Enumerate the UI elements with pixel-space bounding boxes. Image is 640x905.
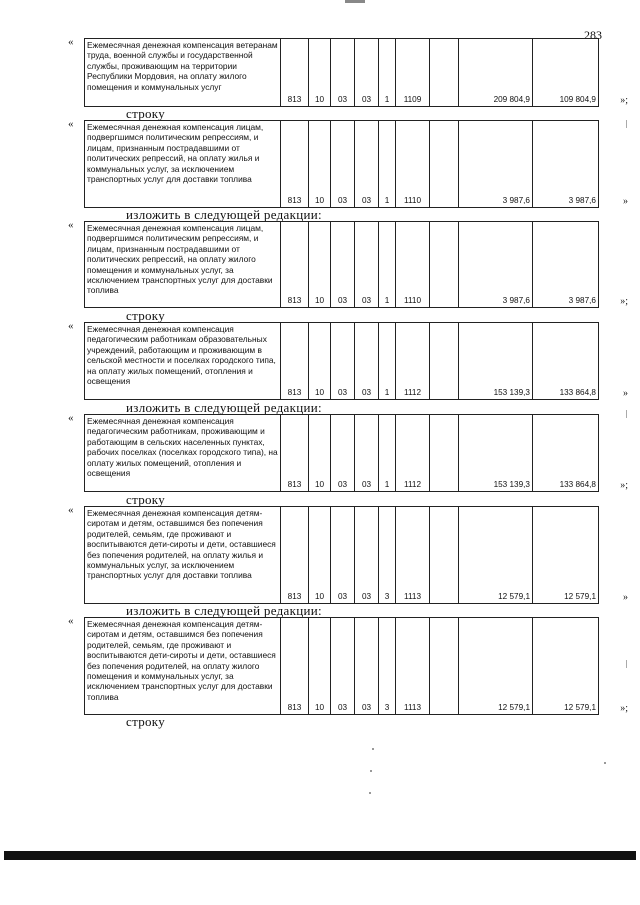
budget-row-block (68, 615, 628, 715)
label-izlozhit: изложить в следующей редакции: (126, 603, 322, 618)
amount-total: 3 987,6 (459, 121, 533, 208)
scan-artifact (626, 660, 627, 668)
amount-total: 12 579,1 (459, 618, 533, 715)
scan-artifact (604, 762, 606, 764)
ministry-code: 813 (281, 507, 309, 604)
expense-type-cell (430, 121, 459, 208)
open-quote: « (68, 118, 74, 130)
budget-table (84, 617, 599, 715)
label-stroku: строку (126, 308, 166, 323)
scan-edge-bar (4, 851, 636, 860)
expense-type-cell (430, 618, 459, 715)
subsection-code: 03 (331, 415, 355, 492)
label-stroku: строку (126, 714, 166, 729)
open-quote: « (68, 615, 74, 627)
section-code: 10 (309, 39, 331, 107)
close-quote: » (623, 592, 628, 603)
scan-artifact (626, 410, 627, 418)
program-code: 03 (355, 415, 379, 492)
ministry-code: 813 (281, 121, 309, 208)
section-code: 10 (309, 415, 331, 492)
open-quote: « (68, 504, 74, 516)
budget-row-block (68, 320, 628, 400)
ministry-code: 813 (281, 618, 309, 715)
label-stroku: строку (126, 106, 166, 121)
subprogram-code: 1 (379, 121, 396, 208)
budget-table (84, 38, 599, 107)
ministry-code: 813 (281, 323, 309, 400)
close-quote: » (623, 196, 628, 207)
section-code: 10 (309, 121, 331, 208)
subsection-code: 03 (331, 618, 355, 715)
target-code: 1110 (396, 222, 430, 308)
scan-artifact (626, 120, 627, 128)
subprogram-code: 3 (379, 507, 396, 604)
program-code: 03 (355, 222, 379, 308)
close-quote: »; (620, 296, 628, 307)
target-code: 1112 (396, 415, 430, 492)
open-quote: « (68, 36, 74, 48)
budget-row-block (68, 118, 628, 208)
budget-table (84, 221, 599, 308)
ministry-code: 813 (281, 39, 309, 107)
close-quote: » (623, 388, 628, 399)
section-code: 10 (309, 222, 331, 308)
item-description: Ежемесячная денежная компенсация ветеранам труда, военной службы и государственной службы, проживающим на территории Республики Мордовия, на оплату жилого помещения и коммунальных услуг (85, 39, 281, 107)
subprogram-code: 1 (379, 222, 396, 308)
ministry-code: 813 (281, 415, 309, 492)
amount-subtotal: 12 579,1 (533, 507, 599, 604)
item-description: Ежемесячная денежная компенсация педагогическим работникам, проживающим и работающим в сельских населенных пунктах, рабочих поселках (поселках городского типа), на оплату жилых помещений, отопления и освещения (85, 415, 281, 492)
amount-subtotal: 3 987,6 (533, 222, 599, 308)
target-code: 1109 (396, 39, 430, 107)
subprogram-code: 1 (379, 323, 396, 400)
program-code: 03 (355, 323, 379, 400)
scan-artifact (369, 792, 371, 794)
amount-subtotal: 3 987,6 (533, 121, 599, 208)
subsection-code: 03 (331, 222, 355, 308)
subsection-code: 03 (331, 39, 355, 107)
program-code: 03 (355, 618, 379, 715)
amount-subtotal: 133 864,8 (533, 323, 599, 400)
amount-subtotal: 109 804,9 (533, 39, 599, 107)
section-code: 10 (309, 618, 331, 715)
section-code: 10 (309, 323, 331, 400)
amount-total: 153 139,3 (459, 415, 533, 492)
scan-artifact (372, 748, 374, 750)
label-stroku: строку (126, 492, 166, 507)
subsection-code: 03 (331, 323, 355, 400)
open-quote: « (68, 219, 74, 231)
expense-type-cell (430, 222, 459, 308)
target-code: 1110 (396, 121, 430, 208)
target-code: 1113 (396, 507, 430, 604)
budget-row-block (68, 504, 628, 604)
budget-row-block (68, 412, 628, 492)
item-description: Ежемесячная денежная компенсация лицам, подвергшимся политическим репрессиям, и лицам, признанным пострадавшими от политических репрессий, на оплату жилья и коммунальных услуг, за исключением транспортных услуг для доставки топлива (85, 121, 281, 208)
subprogram-code: 3 (379, 618, 396, 715)
ministry-code: 813 (281, 222, 309, 308)
amount-total: 12 579,1 (459, 507, 533, 604)
amount-subtotal: 12 579,1 (533, 618, 599, 715)
amount-total: 209 804,9 (459, 39, 533, 107)
section-code: 10 (309, 507, 331, 604)
budget-row-block (68, 219, 628, 308)
budget-row-block (68, 36, 628, 107)
label-izlozhit: изложить в следующей редакции: (126, 400, 322, 415)
subsection-code: 03 (331, 507, 355, 604)
program-code: 03 (355, 507, 379, 604)
target-code: 1113 (396, 618, 430, 715)
amount-total: 153 139,3 (459, 323, 533, 400)
scan-artifact (370, 770, 372, 772)
close-quote: »; (620, 480, 628, 491)
subprogram-code: 1 (379, 39, 396, 107)
page-number: 283 (584, 28, 602, 42)
item-description: Ежемесячная денежная компенсация детям-сиротам и детям, оставшимся без попечения родителей, семьям, где проживают и воспитываются дети-сироты и дети, оставшиеся без попечения родителей, на оплату жилья и коммунальных услуг, за исключением транспортных услуг для доставки топлива (85, 507, 281, 604)
budget-table (84, 120, 599, 208)
subsection-code: 03 (331, 121, 355, 208)
item-description: Ежемесячная денежная компенсация педагогическим работникам образовательных учреждений, работающим и проживающим в сельской местности и поселках городского типа, на оплату жилых помещений, отопления и освещения (85, 323, 281, 400)
amount-total: 3 987,6 (459, 222, 533, 308)
scan-artifact (345, 0, 365, 3)
expense-type-cell (430, 415, 459, 492)
program-code: 03 (355, 121, 379, 208)
budget-table (84, 506, 599, 604)
budget-table (84, 322, 599, 400)
amount-subtotal: 133 864,8 (533, 415, 599, 492)
label-izlozhit: изложить в следующей редакции: (126, 207, 322, 222)
target-code: 1112 (396, 323, 430, 400)
item-description: Ежемесячная денежная компенсация детям-сиротам и детям, оставшимся без попечения родителей, семьям, где проживают и воспитываются дети-сироты и дети, оставшиеся без попечения родителей, на оплату жилого помещения и коммунальных услуг, за исключением транспортных услуг для доставки топлива (85, 618, 281, 715)
expense-type-cell (430, 39, 459, 107)
subprogram-code: 1 (379, 415, 396, 492)
item-description: Ежемесячная денежная компенсация лицам, подвергшимся политическим репрессиям, и лицам, признанным пострадавшими от политических репрессий, на оплату жилого помещения и коммунальных услуг, за исключением транспортных услуг для доставки топлива (85, 222, 281, 308)
open-quote: « (68, 412, 74, 424)
close-quote: »; (620, 95, 628, 106)
expense-type-cell (430, 507, 459, 604)
close-quote: »; (620, 703, 628, 714)
budget-table (84, 414, 599, 492)
open-quote: « (68, 320, 74, 332)
expense-type-cell (430, 323, 459, 400)
program-code: 03 (355, 39, 379, 107)
